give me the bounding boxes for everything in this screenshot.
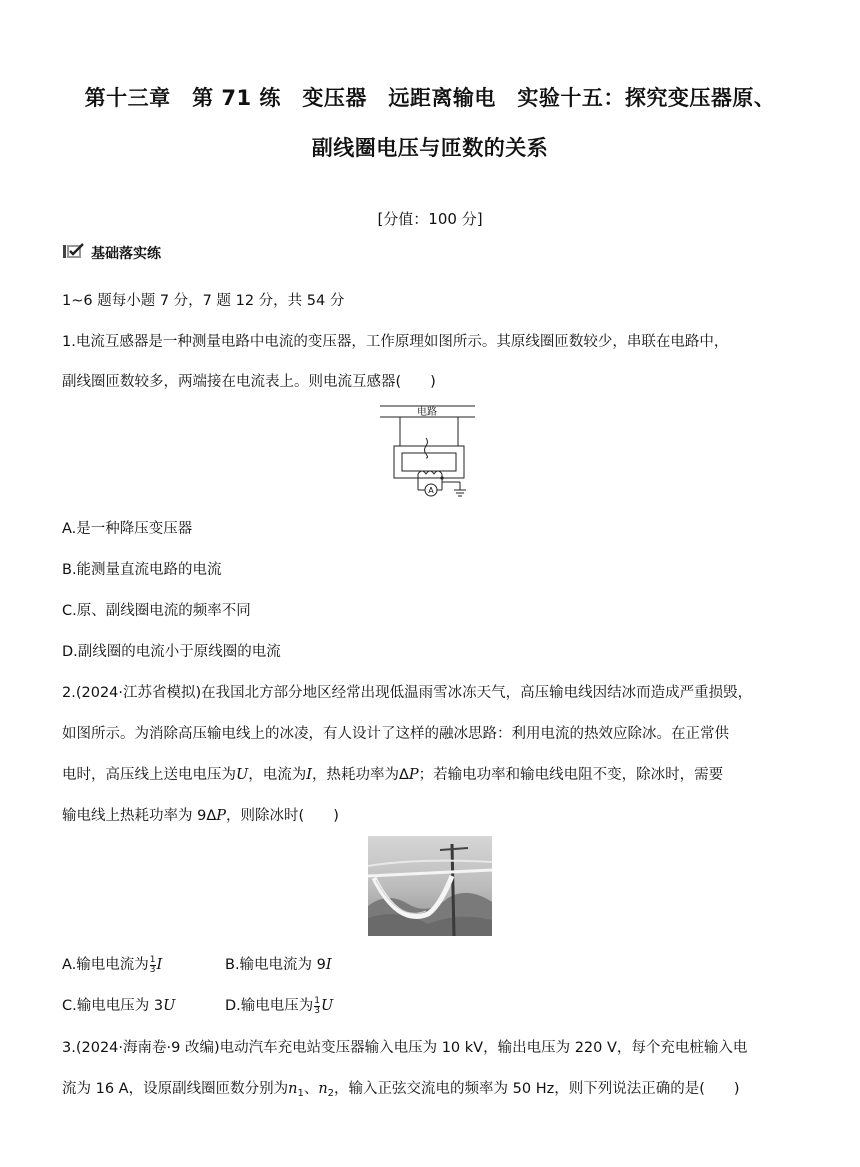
q1-option-d: D.副线圈的电流小于原线圈的电流 xyxy=(62,644,281,660)
q2-option-b: B.输电电流为 9I xyxy=(225,957,332,973)
q1-stem-line1: 1.电流互感器是一种测量电路中电流的变压器，工作原理如图所示。其原线圈匝数较少，串联在电路中， xyxy=(62,334,729,350)
q3-stem-line1: 3.(2024·海南卷·9 改编)电动汽车充电站变压器输入电压为 10 kV，输出电压为 220 V，每个充电桩输入电 xyxy=(62,1040,748,1056)
section-header xyxy=(63,243,161,263)
instructions: 1~6 题每小题 7 分，7 题 12 分，共 54 分 xyxy=(62,293,345,309)
iced-power-line-photo xyxy=(368,836,492,936)
q1-option-b: B.能测量直流电路的电流 xyxy=(62,562,222,578)
page-title-continued: 副线圈电压与匝数的关系 xyxy=(311,136,549,160)
q2-option-c: C.输电电压为 3U xyxy=(62,998,176,1014)
q2-stem-line2: 如图所示。为消除高压输电线上的冰凌，有人设计了这样的融冰思路：利用电流的热效应除冰。在正常供 xyxy=(62,726,729,742)
current-transformer-diagram xyxy=(380,400,480,508)
q2-option-a: A.输电电流为 $\frac{1}{3}$ I xyxy=(62,954,163,975)
q2-stem-line1: 2.(2024·江苏省模拟)在我国北方部分地区经常出现低温雨雪冰冻天气，高压输电线因结冰而造成严重损毁， xyxy=(62,685,753,701)
q2-stem-line4: 输电线上热耗功率为 9ΔP，则除冰时( ) xyxy=(62,808,339,824)
q1-option-c: C.原、副线圈电流的频率不同 xyxy=(62,603,251,619)
q2-option-d: D.输电电压为 $\frac{1}{3}$ U xyxy=(225,995,334,1016)
q1-option-a: A.是一种降压变压器 xyxy=(62,521,193,537)
ammeter-label: A xyxy=(428,486,434,495)
circuit-label: 电路 xyxy=(417,407,437,418)
section-label: 基础落实练 xyxy=(91,246,161,262)
q1-stem-line2: 副线圈匝数较多，两端接在电流表上。则电流互感器( ) xyxy=(62,374,436,390)
q2-stem-line3: 电时，高压线上送电电压为U，电流为I，热耗功率为ΔP；若输电功率和输电线电阻不变，除冰时，需要 xyxy=(62,767,724,783)
q3-stem-line2: 流为 16 A，设原副线圈匝数分别为$n_1$、$n_2$，输入正弦交流电的频率为 50 Hz，则下列说法正确的是( ) xyxy=(62,1081,740,1099)
check-book-icon xyxy=(63,243,85,263)
score-label: [分值：100 分] xyxy=(377,210,483,228)
page-title: 第十三章 第 71 练 变压器 远距离输电 实验十五：探究变压器原、 xyxy=(84,86,776,110)
